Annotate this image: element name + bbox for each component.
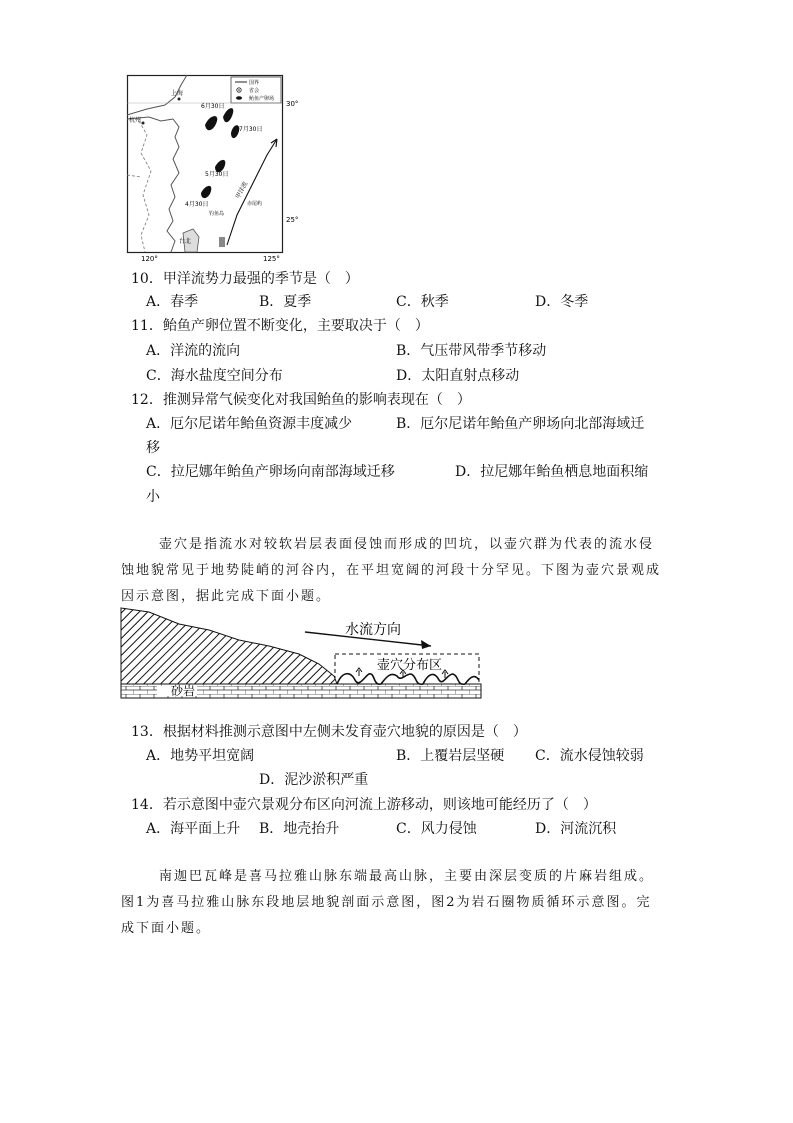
city-hangzhou: 杭州 <box>129 117 142 124</box>
q11-option-c[interactable]: C．海水盐度空间分布 <box>146 368 283 384</box>
q13-option-b[interactable]: B．上覆岩层坚硬 <box>396 748 505 764</box>
lon-120: 120° <box>141 255 158 263</box>
q13-option-c[interactable]: C．流水侵蚀较弱 <box>535 748 644 764</box>
date-may30: 5月30日 <box>205 171 229 178</box>
q14-option-c[interactable]: C．风力侵蚀 <box>396 821 477 837</box>
q10-option-c[interactable]: C．秋季 <box>396 294 449 310</box>
island-diaoyu: 钓鱼岛 <box>209 211 225 217</box>
q14-option-b[interactable]: B．地壳抬升 <box>259 821 340 837</box>
passage-1-line-1: 壶穴是指流水对较软岩层表面侵蚀而形成的凹坑，以壶穴群为代表的流水侵 <box>159 537 655 552</box>
q13-option-a[interactable]: A．地势平坦宽阔 <box>146 748 255 764</box>
passage-2-line-1: 南迦巴瓦峰是喜马拉雅山脉东端最高山脉，主要由深层变质的片麻岩组成。 <box>159 869 655 884</box>
q13-option-d[interactable]: D．泥沙淤积严重 <box>259 772 369 788</box>
question-11: 11．鲐鱼产卵位置不断变化，主要取决于（ ） <box>131 318 429 334</box>
flow-label: 水流方向 <box>345 622 401 638</box>
potholes <box>337 674 479 685</box>
passage-2-line-3: 成下面小题。 <box>121 921 212 936</box>
date-jul30: 7月30日 <box>239 126 263 133</box>
question-12: 12．推测异常气候变化对我国鲐鱼的影响表现在（ ） <box>131 392 471 408</box>
q12-option-d-wrap: 小 <box>146 489 160 505</box>
q14-option-a[interactable]: A．海平面上升 <box>146 821 241 837</box>
city-shanghai: 上海 <box>171 90 184 97</box>
passage-2-line-2: 图1为喜马拉雅山脉东段地层地貌剖面示意图，图2为岩石圈物质循环示意图。完 <box>121 895 652 910</box>
date-jun30: 6月30日 <box>201 103 225 110</box>
q11-option-d[interactable]: D．太阳直射点移动 <box>396 368 520 384</box>
current-label: 甲洋流 <box>234 180 250 200</box>
q10-option-d[interactable]: D．冬季 <box>535 294 589 310</box>
legend-spawning: 鲐鱼产卵场 <box>249 96 275 102</box>
q12-option-c[interactable]: C．拉尼娜年鲐鱼产卵场向南部海域迁移 <box>146 464 395 480</box>
sandstone-label: 砂岩 <box>171 684 196 698</box>
passage-1-line-2: 蚀地貌常见于地势陡峭的河谷内，在平坦宽阔的河段十分罕见。下图为壶穴景观成 <box>121 563 662 578</box>
q14-option-d[interactable]: D．河流沉积 <box>535 821 617 837</box>
q12-option-b[interactable]: B．厄尔尼诺年鲐鱼产卵场向北部海域迁 <box>396 416 645 432</box>
q12-option-d[interactable]: D．拉尼娜年鲐鱼栖息地面积缩 <box>455 464 649 480</box>
question-13: 13．根据材料推测示意图中左侧未发育壶穴地貌的原因是（ ） <box>131 724 527 740</box>
q12-option-b-wrap: 移 <box>146 440 160 456</box>
upper-rock-layer <box>121 608 337 684</box>
lat-25: 25° <box>286 216 299 224</box>
question-14: 14．若示意图中壶穴景观分布区向河流上游移动，则该地可能经历了（ ） <box>131 797 597 813</box>
q10-option-a[interactable]: A．春季 <box>146 294 199 310</box>
legend-border: 国界 <box>249 80 260 86</box>
pothole-diagram <box>119 606 485 702</box>
date-apr30: 4月30日 <box>185 201 209 208</box>
lat-30: 30° <box>286 100 299 108</box>
question-10: 10．甲洋流势力最强的季节是（ ） <box>131 271 359 287</box>
city-taipei: 台北 <box>179 238 192 245</box>
island-chiwei: 赤尾屿 <box>247 201 263 207</box>
pothole-zone-label: 壶穴分布区 <box>377 658 443 673</box>
q12-option-a[interactable]: A．厄尔尼诺年鲐鱼资源丰度减少 <box>146 416 353 432</box>
q11-option-b[interactable]: B．气压带风带季节移动 <box>396 343 547 359</box>
q10-option-b[interactable]: B．夏季 <box>259 294 312 310</box>
lon-125: 125° <box>263 255 280 263</box>
q11-option-a[interactable]: A．洋流的流向 <box>146 343 241 359</box>
legend-capital: 省会 <box>249 88 260 94</box>
fish-spawning-map <box>127 75 297 261</box>
passage-1-line-3: 因示意图，据此完成下面小题。 <box>121 589 332 604</box>
